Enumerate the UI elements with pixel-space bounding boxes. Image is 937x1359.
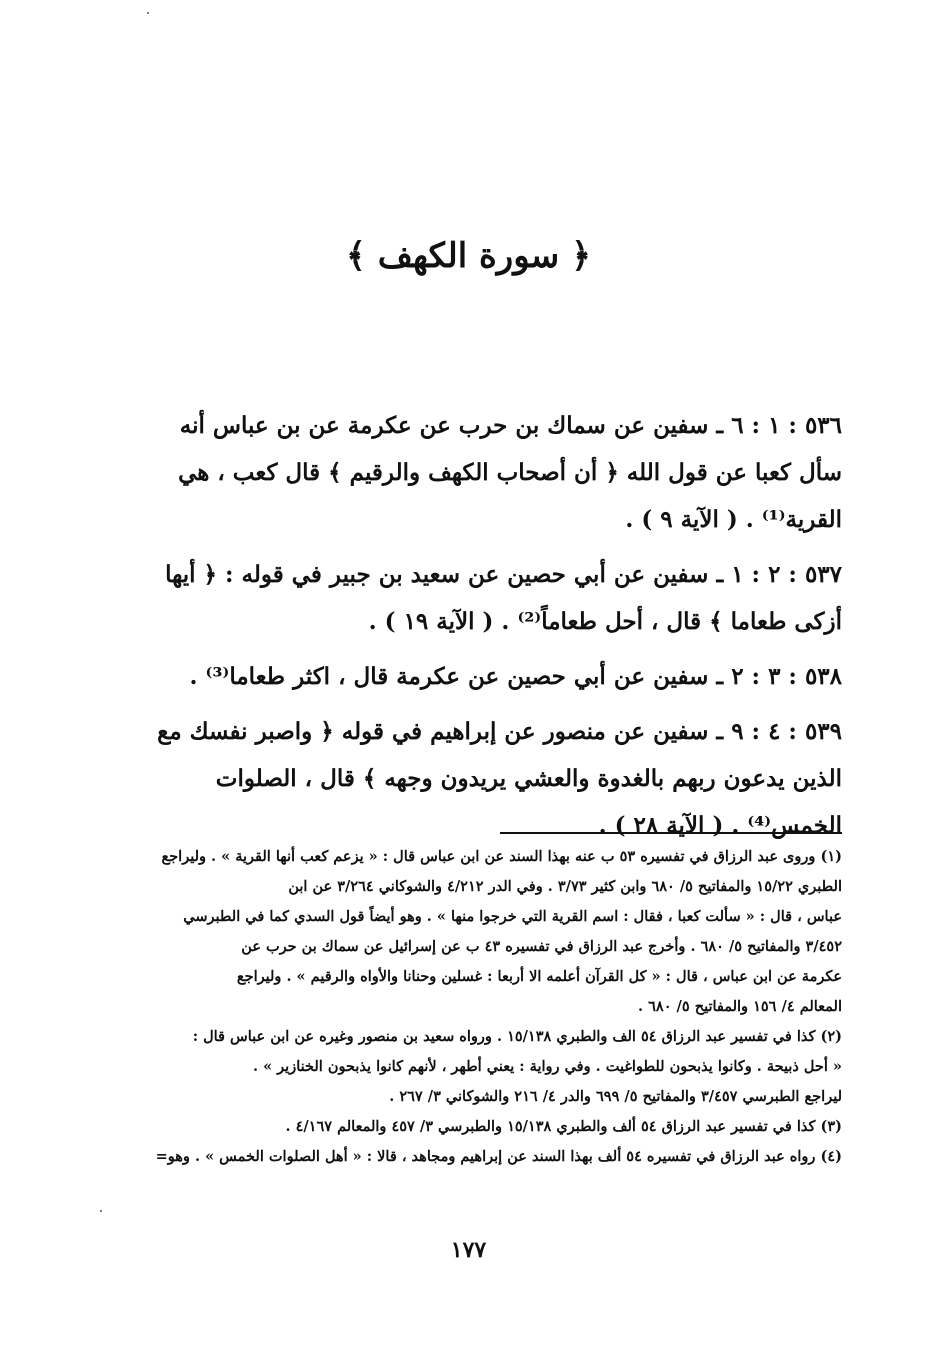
text-line: الذين يدعون ربهم بالغدوة والعشي يريدون وجهه ﴾ قال ، الصلوات	[215, 765, 842, 792]
paragraph-538	[150, 653, 842, 700]
text-line: ٥٣٦ : ١ : ٦ ـ سفين عن سماك بن حرب عن عكرمة عن بن عباس أنه	[179, 412, 842, 439]
footnote-line: ليراجع الطبرسي ٣/٤٥٧ والمفاتيح ٥/ ٦٩٩ والدر ٤/ ٢١٦ والشوكاني ٣/ ٢٦٧ .	[389, 1088, 842, 1105]
main-text	[150, 402, 842, 857]
footnote-line: الطبري ١٥/٢٢ والمفاتيح ٥/ ٦٨٠ وابن كثير ٣/٧٣ . وفي الدر ٤/٢١٢ والشوكاني ٣/٢٦٤ عن ابن	[288, 878, 842, 895]
text-line: أزكى طعاما ﴾ قال ، أحل طعاماً⁽²⁾ . ( الآية ١٩ ) .	[368, 608, 842, 635]
surah-title: ﴿ سورة الكهف ﴾	[345, 236, 592, 276]
paragraph-539	[150, 708, 842, 849]
footnote-3	[150, 1112, 842, 1142]
text-line: ٥٣٨ : ٣ : ٢ ـ سفين عن أبي حصين عن عكرمة قال ، اكثر طعاما⁽³⁾ .	[189, 663, 842, 690]
footnote-line: المعالم ٤/ ١٥٦ والمفاتيح ٥/ ٦٨٠ .	[638, 998, 842, 1015]
page-number: ١٧٧	[450, 1237, 487, 1263]
paragraph-537	[150, 551, 842, 645]
footnotes	[150, 842, 842, 1172]
scan-speck	[100, 1210, 102, 1212]
footnote-line: عكرمة عن ابن عباس ، قال : « كل القرآن أعلمه الا أربعا : غسلين وحنانا والأواه والرقيم » . وليراجع	[236, 968, 842, 985]
footnote-line: (٢) كذا في تفسير عبد الرزاق ٥٤ الف والطبري ١٥/١٣٨ . ورواه سعيد بن منصور وغيره عن ابن عباس قال :	[192, 1028, 842, 1045]
footnote-line: (٤) رواه عبد الرزاق في تفسيره ٥٤ ألف بهذا السند عن إبراهيم ومجاهد ، قالا : « أهل الصلوات الخمس » . وهو=	[155, 1148, 842, 1165]
footnote-line: (١) وروى عبد الرزاق في تفسيره ٥٣ ب عنه بهذا السند عن ابن عباس قال : « يزعم كعب أنها القرية » . وليراجع	[161, 848, 842, 865]
text-line: ٥٣٩ : ٤ : ٩ ـ سفين عن منصور عن إبراهيم في قوله ﴿ واصبر نفسك مع	[157, 718, 842, 745]
footnote-separator	[500, 832, 842, 834]
footnote-line: ٣/٤٥٢ والمفاتيح ٥/ ٦٨٠ . وأخرج عبد الرزاق في تفسيره ٤٣ ب عن إسرائيل عن سماك بن حرب عن	[241, 938, 842, 955]
text-line: القرية⁽¹⁾ . ( الآية ٩ ) .	[625, 506, 842, 533]
text-line: ٥٣٧ : ٢ : ١ ـ سفين عن أبي حصين عن سعيد بن جبير في قوله : ﴿ أيها	[165, 561, 842, 588]
scan-speck	[147, 12, 149, 14]
text-line: سأل كعبا عن قول الله ﴿ أن أصحاب الكهف والرقيم ﴾ قال كعب ، هي	[178, 459, 842, 486]
footnote-line: « أحل ذبيحة . وكانوا يذبحون للطواغيت . وفي رواية : يعني أطهر ، لأنهم كانوا يذبحون الخنازير » .	[252, 1058, 842, 1075]
footnote-1	[150, 842, 842, 1022]
footnote-2	[150, 1022, 842, 1112]
paragraph-536	[150, 402, 842, 543]
footnote-4	[150, 1142, 842, 1172]
footnote-line: (٣) كذا في تفسير عبد الرزاق ٥٤ ألف والطبري ١٥/١٣٨ والطبرسي ٣/ ٤٥٧ والمعالم ٤/١٦٧ .	[285, 1118, 842, 1135]
footnote-line: عباس ، قال : « سألت كعبا ، فقال : اسم القرية التي خرجوا منها » . وهو أيضاً قول السدي كما في الطبرسي	[183, 908, 842, 925]
text-line: الخمس⁽⁴⁾ . ( الآية ٢٨ ) .	[598, 812, 842, 839]
